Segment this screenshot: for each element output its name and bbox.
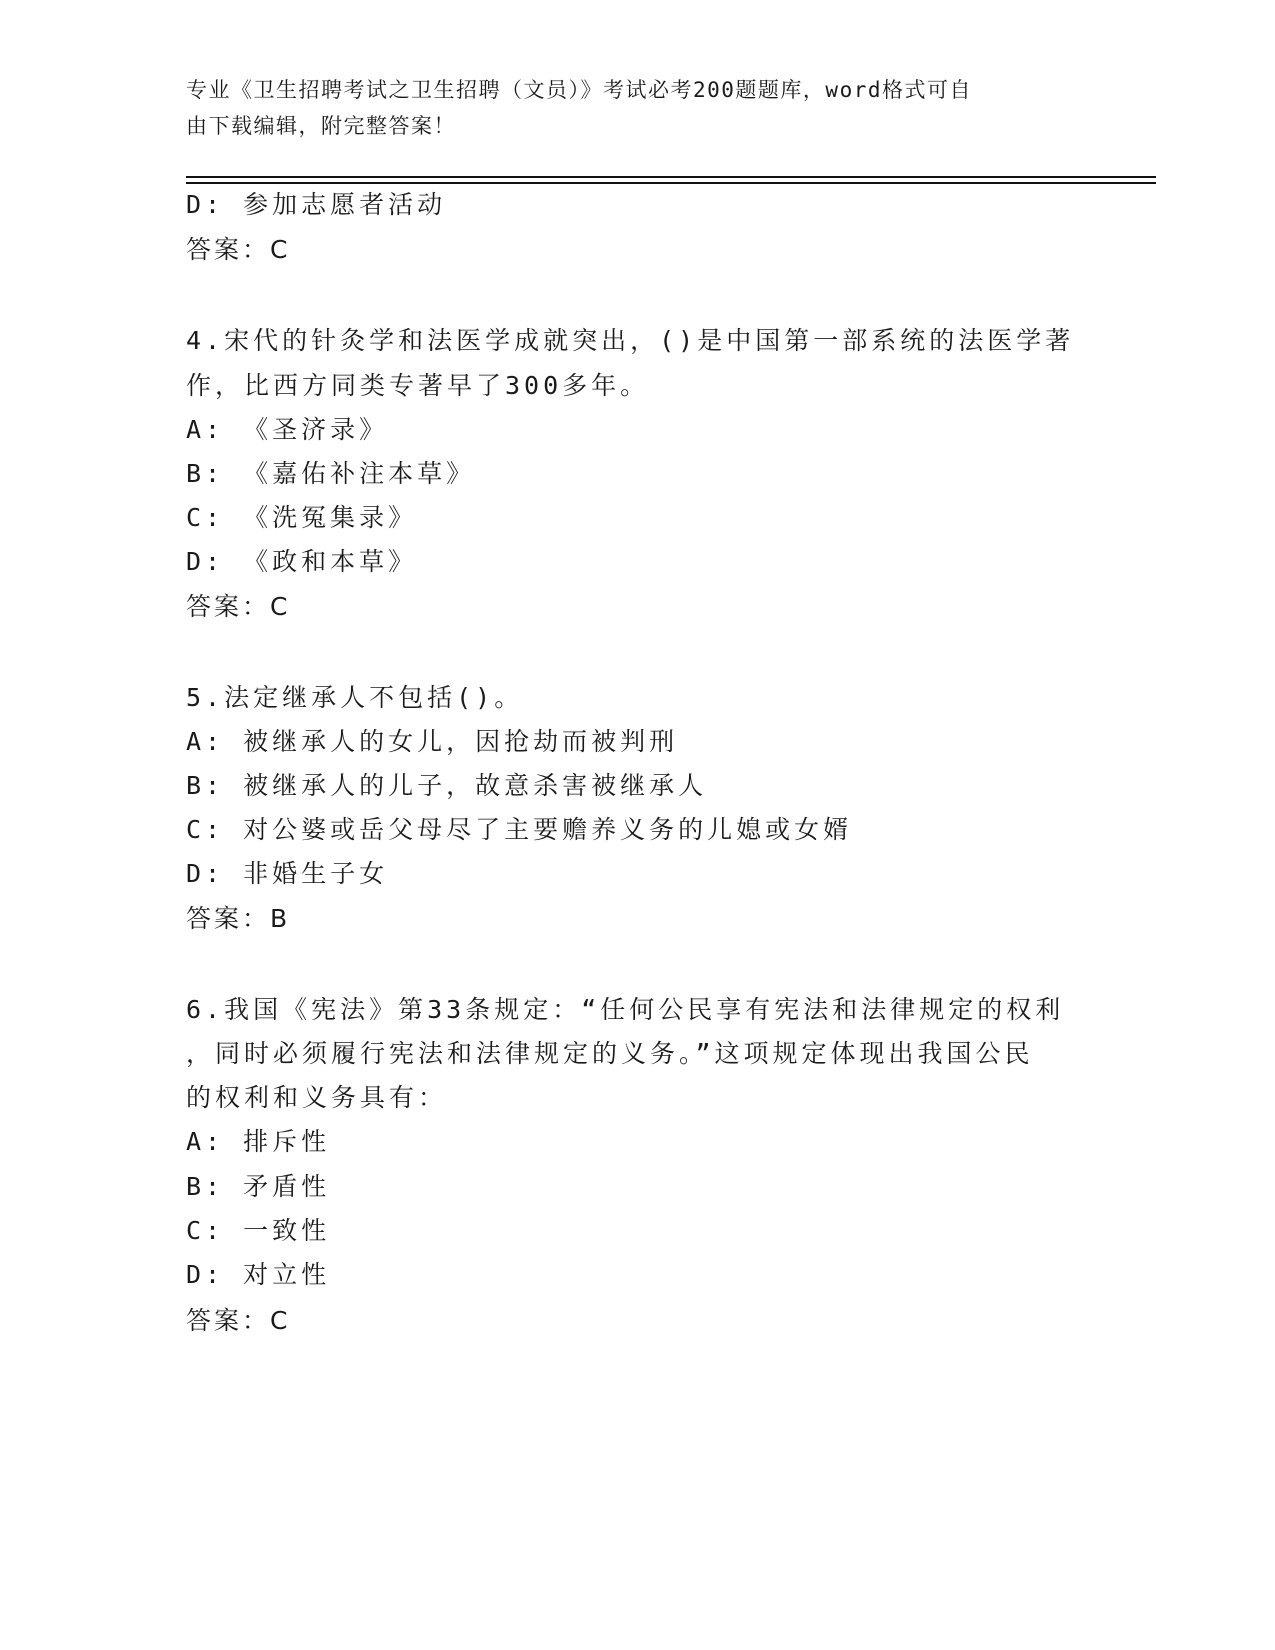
q6-option-b: B: 矛盾性 [186,1172,331,1201]
q4-option-c: C: 《洗冤集录》 [186,503,418,532]
q4-stem-line-1: 4.宋代的针灸学和法医学成就突出，()是中国第一部系统的法医学著 [186,326,1075,355]
prev-answer: 答案：C [186,235,291,264]
q6-option-d: D: 对立性 [186,1260,331,1289]
q6-stem-line-2: ，同时必须履行宪法和法律规定的义务。”这项规定体现出我国公民 [186,1039,1034,1068]
q4-option-b: B: 《嘉佑补注本草》 [186,459,476,488]
q5-answer: 答案：B [186,904,291,933]
header-title-line-1: 专业《卫生招聘考试之卫生招聘（文员）》考试必考200题题库，word格式可自 [186,78,972,102]
q5-stem-line-1: 5.法定继承人不包括()。 [186,683,524,712]
q6-option-a: A: 排斥性 [186,1127,331,1156]
header-divider-bottom [186,182,1156,184]
q5-option-c: C: 对公婆或岳父母尽了主要赡养义务的儿媳或女婿 [186,815,853,844]
q6-answer: 答案：C [186,1306,291,1335]
q4-answer: 答案：C [186,592,291,621]
q4-option-a: A: 《圣济录》 [186,415,389,444]
q5-option-b: B: 被继承人的儿子，故意杀害被继承人 [186,771,708,800]
q4-stem-line-2: 作，比西方同类专著早了300多年。 [186,371,650,400]
q6-option-c: C: 一致性 [186,1216,331,1245]
header-title-line-2: 由下载编辑，附完整答案！ [186,114,456,138]
q4-option-d: D: 《政和本草》 [186,547,418,576]
document-header [186,72,1066,144]
prev-option-d: D: 参加志愿者活动 [186,190,447,219]
q6-stem-line-1: 6.我国《宪法》第33条规定：“任何公民享有宪法和法律规定的权利 [186,995,1065,1024]
q5-option-a: A: 被继承人的女儿，因抢劫而被判刑 [186,727,679,756]
q6-stem-line-3: 的权利和义务具有： [186,1083,448,1112]
header-divider-top [186,176,1156,178]
q5-option-d: D: 非婚生子女 [186,859,389,888]
